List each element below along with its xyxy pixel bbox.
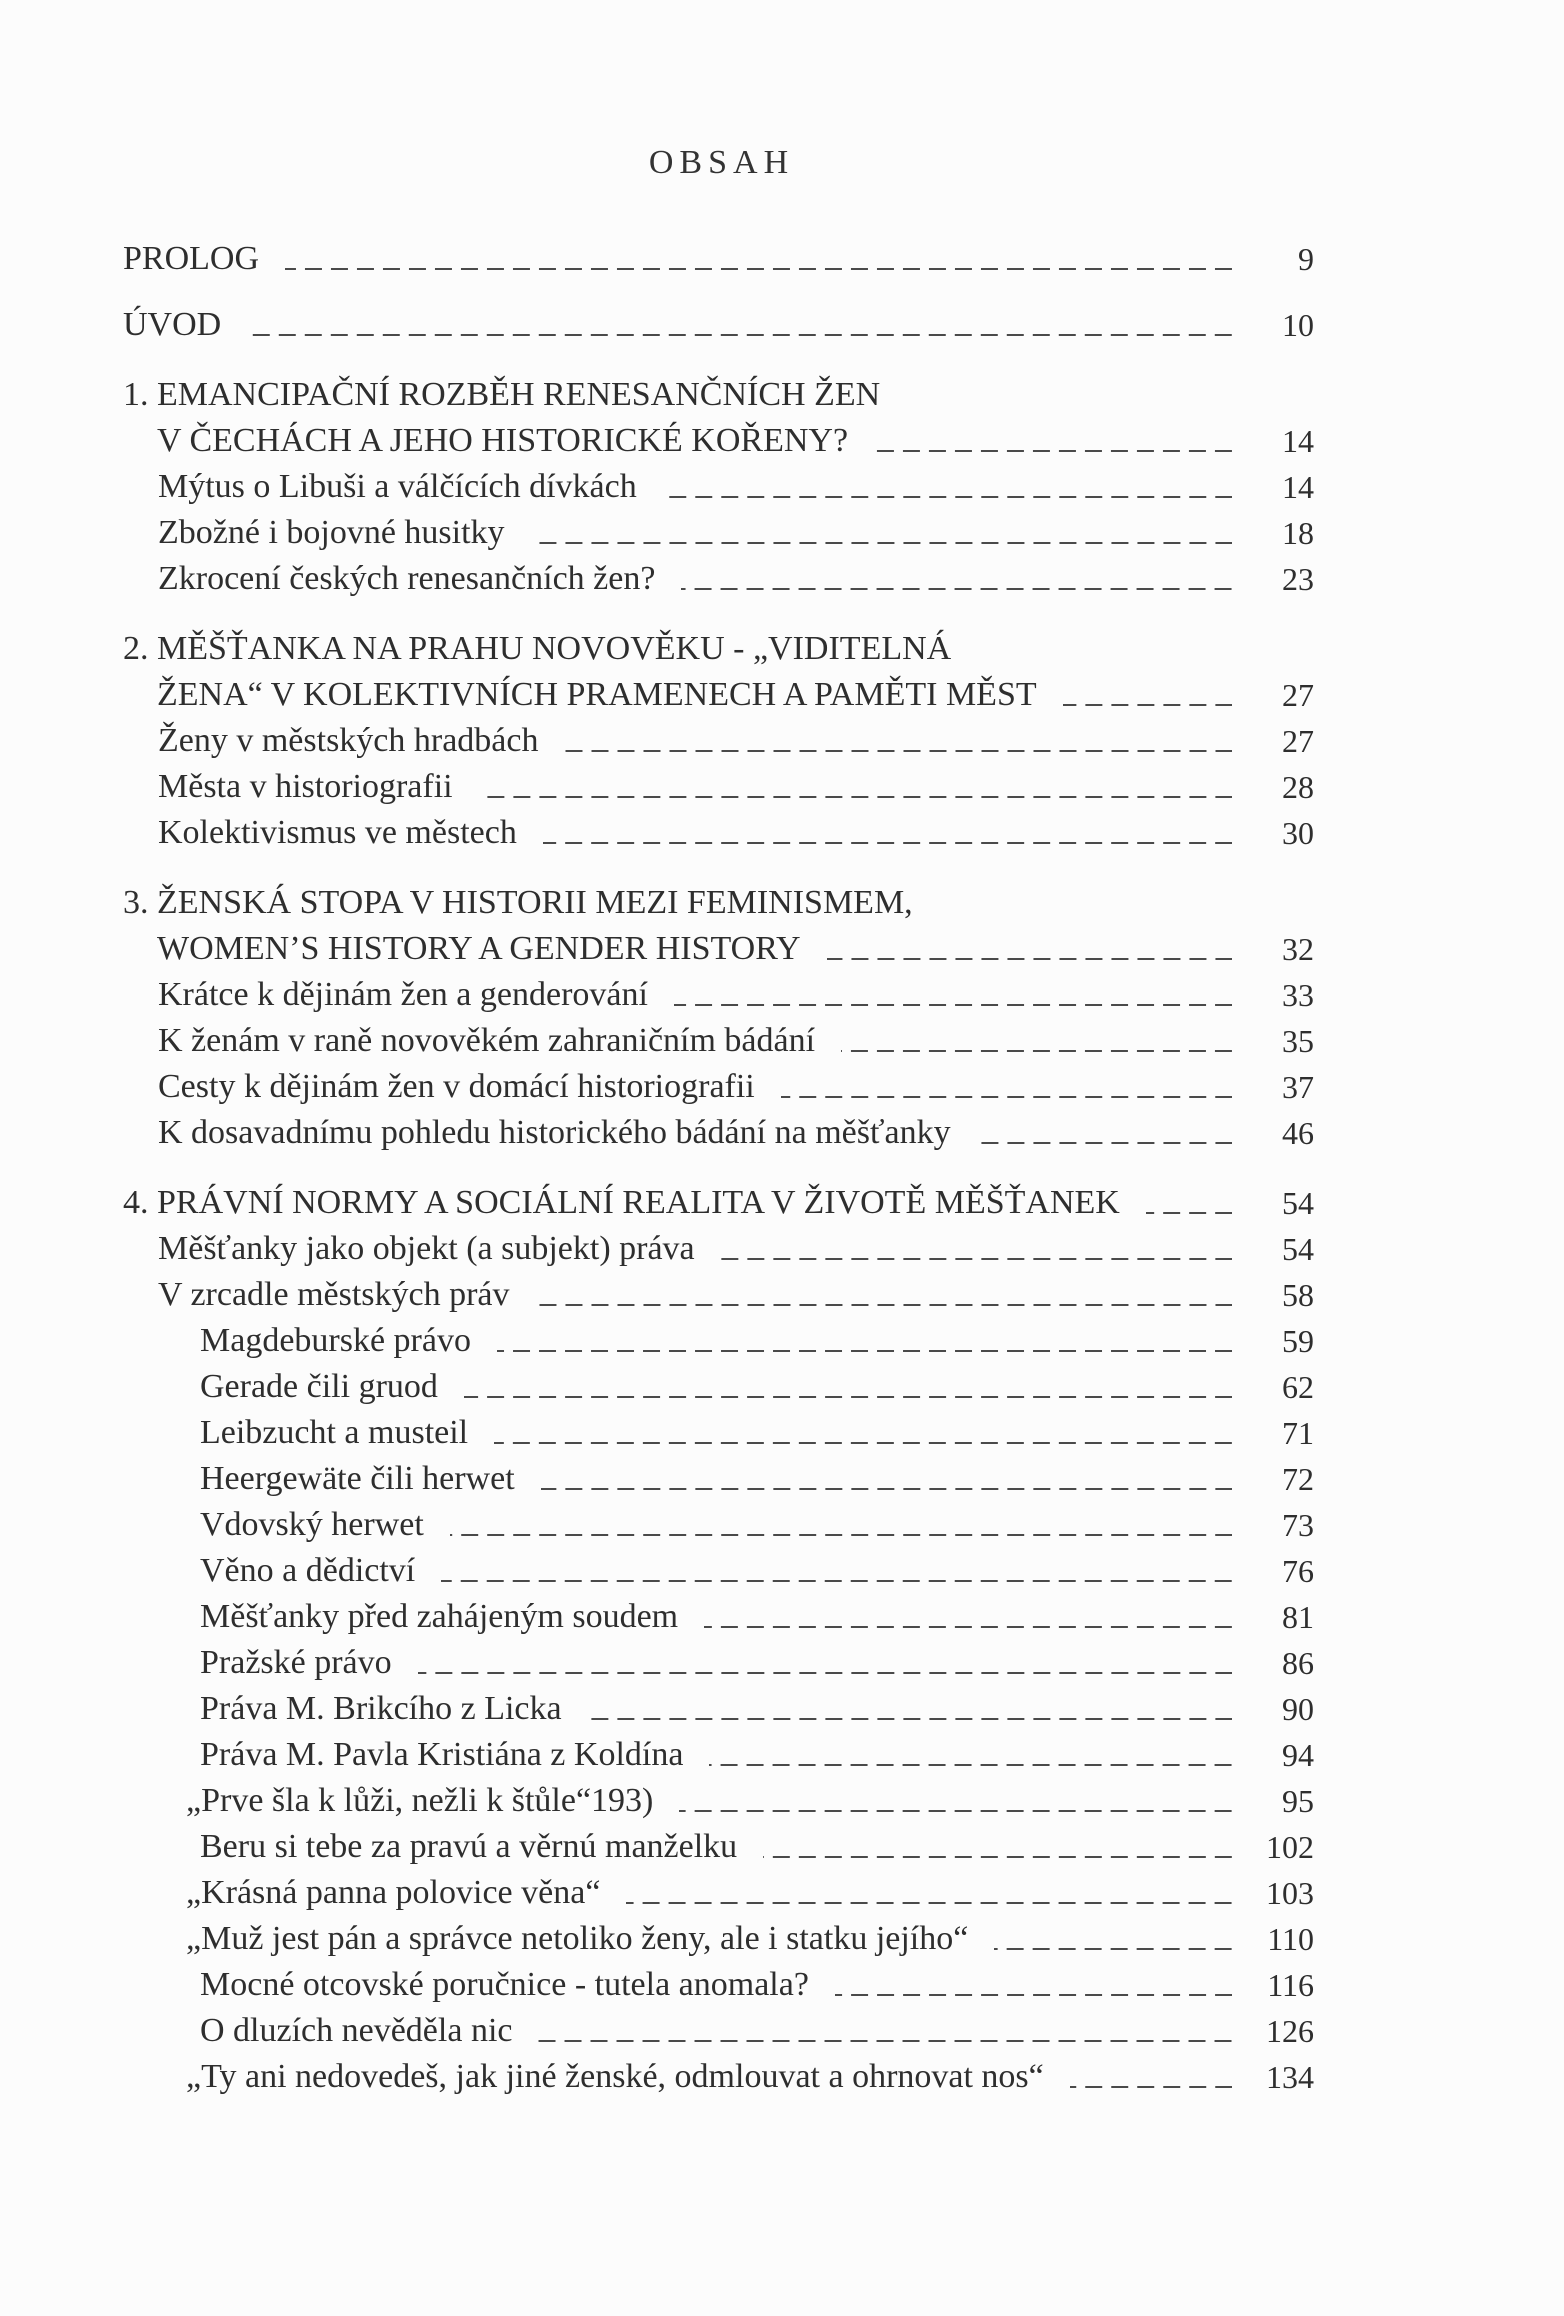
toc-section: [123, 1502, 1314, 1548]
toc-section: [123, 2054, 1314, 2100]
page-number: 32: [1282, 931, 1314, 967]
page-number: 103: [1266, 1875, 1314, 1911]
page-number: 23: [1282, 561, 1314, 597]
toc-entry-krasna-panna-polovice-vena[interactable]: [123, 1870, 1314, 1916]
page-title: OBSAH: [648, 144, 795, 181]
dot-leader: [709, 1732, 1232, 1778]
toc-entry-title: Magdeburské právo: [200, 1322, 471, 1359]
toc-entry-title: „Prve šla k lůži, nežli k štůle“193): [186, 1782, 654, 1819]
page-number: 33: [1282, 977, 1314, 1013]
page-number: 86: [1282, 1645, 1314, 1681]
toc-entry-title: Měšťanky před zahájeným soudem: [200, 1598, 679, 1635]
dot-leader: [494, 1410, 1232, 1456]
page-number: 116: [1267, 1967, 1314, 2003]
page-number: 94: [1282, 1737, 1314, 1773]
toc-entry-title: 3. ŽENSKÁ STOPA V HISTORII MEZI FEMINISMEM,: [123, 884, 913, 921]
toc-section: [123, 972, 1314, 1018]
toc-entry-title: WOMEN’S HISTORY A GENDER HISTORY: [157, 930, 801, 967]
toc-section: [123, 1364, 1314, 1410]
toc-entry-3-zenska-stopa-v-historii-mezi-feminisme[interactable]: [123, 926, 1314, 972]
toc-entry-title: „Muž jest pán a správce netoliko ženy, ale i statku jejího“: [186, 1920, 969, 1957]
toc-entry-zeny-v-mestskych-hradbach[interactable]: [123, 718, 1314, 764]
toc-chapter: [123, 1180, 1314, 1226]
table-of-contents: [123, 236, 1314, 2100]
toc-entry-3-zenska-stopa-v-historii-mezi-feminisme[interactable]: [123, 880, 1314, 926]
dot-leader: [538, 2008, 1232, 2054]
toc-entry-mytus-o-libusi-a-valcicich-divkach[interactable]: [123, 464, 1314, 510]
toc-entry-title: Beru si tebe za pravú a věrnú manželku: [200, 1828, 738, 1865]
dot-leader: [536, 1272, 1232, 1318]
page-number: 14: [1282, 423, 1314, 459]
toc-entry-k-dosavadnimu-pohledu-historickeho-badan[interactable]: [123, 1110, 1314, 1156]
page-number: 71: [1282, 1415, 1314, 1451]
page-number: 110: [1267, 1921, 1314, 1957]
toc-section: [123, 1594, 1314, 1640]
dot-leader: [977, 1110, 1232, 1156]
toc-section: [123, 1962, 1314, 2008]
dot-leader: [663, 464, 1232, 510]
dot-leader: [588, 1686, 1232, 1732]
toc-entry-veno-a-dedictvi[interactable]: [123, 1548, 1314, 1594]
page-number: 90: [1282, 1691, 1314, 1727]
toc-chapter: [123, 236, 1314, 282]
dot-leader: [827, 926, 1232, 972]
toc-section: [123, 556, 1314, 602]
toc-entry-title: Vdovský herwet: [200, 1506, 424, 1543]
dot-leader: [681, 556, 1232, 602]
toc-entry-4-pravni-normy-a-socialni-realita-v-zivo[interactable]: [123, 1180, 1314, 1226]
toc-entry-title: Měšťanky jako objekt (a subjekt) práva: [158, 1230, 695, 1267]
toc-entry-title: Města v historiografii: [158, 768, 453, 805]
toc-entry-mesta-v-historiografii[interactable]: [123, 764, 1314, 810]
dot-leader: [874, 418, 1232, 464]
toc-section: [123, 1018, 1314, 1064]
dot-leader: [441, 1548, 1232, 1594]
toc-section: [123, 810, 1314, 856]
dot-leader: [450, 1502, 1232, 1548]
page-number: 27: [1282, 723, 1314, 759]
toc-entry-prava-m-brikciho-z-licka[interactable]: [123, 1686, 1314, 1732]
toc-entry-k-zenam-v-rane-novovekem-zahranicnim-bad[interactable]: [123, 1018, 1314, 1064]
dot-leader: [464, 1364, 1232, 1410]
dot-leader: [543, 810, 1232, 856]
dot-leader: [1070, 2054, 1232, 2100]
toc-entry-title: Mocné otcovské poručnice - tutela anomala?: [200, 1966, 809, 2003]
toc-entry-title: Věno a dědictví: [200, 1552, 416, 1589]
toc-entry-zbozne-i-bojovne-husitky[interactable]: [123, 510, 1314, 556]
toc-section: [123, 464, 1314, 510]
toc-entry-title: Mýtus o Libuši a válčících dívkách: [158, 468, 637, 505]
toc-entry-title: Pražské právo: [200, 1644, 392, 1681]
toc-entry-mocne-otcovske-porucnice-tutela-anomala[interactable]: [123, 1962, 1314, 2008]
toc-section: [123, 1870, 1314, 1916]
page-number: 54: [1282, 1231, 1314, 1267]
toc-entry-1-emancipacni-rozbeh-renesancnich-zen[interactable]: [123, 418, 1314, 464]
toc-entry-title: Zbožné i bojovné husitky: [158, 514, 505, 551]
toc-section: [123, 1456, 1314, 1502]
page-number: 73: [1282, 1507, 1314, 1543]
toc-chapter: [123, 626, 1314, 718]
toc-entry-title: V ČECHÁCH A JEHO HISTORICKÉ KOŘENY?: [157, 422, 849, 459]
page-number: 76: [1282, 1553, 1314, 1589]
toc-entry-title: „Ty ani nedovedeš, jak jiné ženské, odmlouvat a ohrnovat nos“: [186, 2058, 1044, 2095]
dot-leader: [626, 1870, 1232, 1916]
dot-leader: [531, 510, 1232, 556]
toc-entry-v-zrcadle-mestskych-prav[interactable]: [123, 1272, 1314, 1318]
toc-entry-title: Cesty k dějinám žen v domácí historiografii: [158, 1068, 755, 1105]
toc-entry-title: 2. MĚŠŤANKA NA PRAHU NOVOVĚKU - „VIDITELNÁ: [123, 630, 952, 667]
toc-entry-muz-jest-pan-a-spravce-netoliko-zeny-ale[interactable]: [123, 1916, 1314, 1962]
toc-entry-leibzucht-a-musteil[interactable]: [123, 1410, 1314, 1456]
toc-section: [123, 1548, 1314, 1594]
page-number: 72: [1282, 1461, 1314, 1497]
toc-entry-prazske-pravo[interactable]: [123, 1640, 1314, 1686]
page-number: 62: [1282, 1369, 1314, 1405]
dot-leader: [565, 718, 1233, 764]
page-number: 95: [1282, 1783, 1314, 1819]
toc-section: [123, 718, 1314, 764]
dot-leader: [704, 1594, 1232, 1640]
toc-section: [123, 1272, 1314, 1318]
page-number: 59: [1282, 1323, 1314, 1359]
page-number: 27: [1282, 677, 1314, 713]
toc-entry-title: Krátce k dějinám žen a genderování: [158, 976, 648, 1013]
page-number: 35: [1282, 1023, 1314, 1059]
toc-entry-mestanky-jako-objekt-a-subjekt-prava[interactable]: [123, 1226, 1314, 1272]
toc-entry-prve-sla-k-luzi-nezli-k-stule-193[interactable]: [123, 1778, 1314, 1824]
toc-entry-prava-m-pavla-kristiana-z-koldina[interactable]: [123, 1732, 1314, 1778]
page-number: 28: [1282, 769, 1314, 805]
toc-entry-title: Leibzucht a musteil: [200, 1414, 469, 1451]
toc-entry-title: „Krásná panna polovice věna“: [186, 1874, 601, 1911]
toc-section: [123, 1226, 1314, 1272]
dot-leader: [497, 1318, 1232, 1364]
toc-entry-2-mestanka-na-prahu-novoveku-viditelna[interactable]: [123, 626, 1314, 672]
page-number: 37: [1282, 1069, 1314, 1105]
toc-section: [123, 1410, 1314, 1456]
toc-entry-kolektivismus-ve-mestech[interactable]: [123, 810, 1314, 856]
toc-chapter: [123, 880, 1314, 972]
toc-entry-title: Heergewäte čili herwet: [200, 1460, 515, 1497]
toc-entry-heergewate-cili-herwet[interactable]: [123, 1456, 1314, 1502]
page-number: 126: [1266, 2013, 1314, 2049]
page-number: 46: [1282, 1115, 1314, 1151]
toc-entry-prolog[interactable]: [123, 236, 1314, 282]
toc-section: [123, 1916, 1314, 1962]
page-number: 58: [1282, 1277, 1314, 1313]
toc-entry-title: ÚVOD: [123, 306, 222, 343]
toc-entry-title: 1. EMANCIPAČNÍ ROZBĚH RENESANČNÍCH ŽEN: [123, 376, 881, 413]
toc-section: [123, 1778, 1314, 1824]
toc-entry-title: Práva M. Pavla Kristiána z Koldína: [200, 1736, 684, 1773]
page-number: 81: [1282, 1599, 1314, 1635]
toc-entry-title: K ženám v raně novověkém zahraničním bádání: [158, 1022, 816, 1059]
page-number: 102: [1266, 1829, 1314, 1865]
dot-leader: [479, 764, 1232, 810]
page-number: 10: [1282, 307, 1314, 343]
dot-leader: [994, 1916, 1232, 1962]
toc-entry-2-mestanka-na-prahu-novoveku-viditelna[interactable]: [123, 672, 1314, 718]
toc-entry-gerade-cili-gruod[interactable]: [123, 1364, 1314, 1410]
page-number: 54: [1282, 1185, 1314, 1221]
toc-chapter: [123, 302, 1314, 348]
toc-entry-magdeburske-pravo[interactable]: [123, 1318, 1314, 1364]
toc-section: [123, 1686, 1314, 1732]
page-number: 134: [1266, 2059, 1314, 2095]
toc-entry-title: ŽENA“ V KOLEKTIVNÍCH PRAMENECH A PAMĚTI MĚST: [157, 676, 1037, 713]
toc-chapter: [123, 372, 1314, 464]
toc-entry-title: 4. PRÁVNÍ NORMY A SOCIÁLNÍ REALITA V ŽIVOTĚ MĚŠŤANEK: [123, 1184, 1120, 1221]
dot-leader: [247, 302, 1232, 348]
toc-entry-title: Gerade čili gruod: [200, 1368, 438, 1405]
toc-section: [123, 1064, 1314, 1110]
toc-section: [123, 1732, 1314, 1778]
dot-leader: [1146, 1180, 1232, 1226]
dot-leader: [841, 1018, 1232, 1064]
toc-entry-title: O dluzích nevěděla nic: [200, 2012, 513, 2049]
dot-leader: [285, 236, 1232, 282]
dot-leader: [418, 1640, 1232, 1686]
page-number: 9: [1298, 241, 1314, 277]
page-number: 18: [1282, 515, 1314, 551]
toc-entry-uvod[interactable]: [123, 302, 1314, 348]
toc-section: [123, 510, 1314, 556]
toc-entry-title: Zkrocení českých renesančních žen?: [158, 560, 656, 597]
toc-section: [123, 1824, 1314, 1870]
dot-leader: [1063, 672, 1232, 718]
toc-entry-title: K dosavadnímu pohledu historického bádání na měšťanky: [158, 1114, 951, 1151]
toc-entry-beru-si-tebe-za-pravu-a-vernu-manzelku[interactable]: [123, 1824, 1314, 1870]
toc-section: [123, 1318, 1314, 1364]
toc-entry-zkroceni-ceskych-renesancnich-zen[interactable]: [123, 556, 1314, 602]
dot-leader: [721, 1226, 1232, 1272]
dot-leader: [679, 1778, 1232, 1824]
toc-entry-cesty-k-dejinam-zen-v-domaci-historiogra[interactable]: [123, 1064, 1314, 1110]
toc-section: [123, 1640, 1314, 1686]
toc-section: [123, 764, 1314, 810]
toc-entry-title: V zrcadle městských práv: [158, 1276, 510, 1313]
toc-entry-o-dluzich-nevedela-nic[interactable]: [123, 2008, 1314, 2054]
toc-entry-1-emancipacni-rozbeh-renesancnich-zen[interactable]: [123, 372, 1314, 418]
toc-section: [123, 2008, 1314, 2054]
dot-leader: [674, 972, 1232, 1018]
dot-leader: [781, 1064, 1232, 1110]
dot-leader: [763, 1824, 1232, 1870]
toc-section: [123, 1110, 1314, 1156]
dot-leader: [835, 1962, 1232, 2008]
page-number: 14: [1282, 469, 1314, 505]
toc-entry-vdovsky-herwet[interactable]: [123, 1502, 1314, 1548]
dot-leader: [541, 1456, 1232, 1502]
toc-entry-title: Práva M. Brikcího z Licka: [200, 1690, 562, 1727]
toc-entry-title: Kolektivismus ve městech: [158, 814, 517, 851]
toc-entry-title: PROLOG: [123, 240, 260, 277]
toc-entry-title: Ženy v městských hradbách: [158, 722, 539, 759]
page-number: 30: [1282, 815, 1314, 851]
toc-entry-mestanky-pred-zahajenym-soudem[interactable]: [123, 1594, 1314, 1640]
toc-entry-ty-ani-nedovedes-jak-jine-zenske-odmlouv[interactable]: [123, 2054, 1314, 2100]
toc-entry-kratce-k-dejinam-zen-a-genderovani[interactable]: [123, 972, 1314, 1018]
